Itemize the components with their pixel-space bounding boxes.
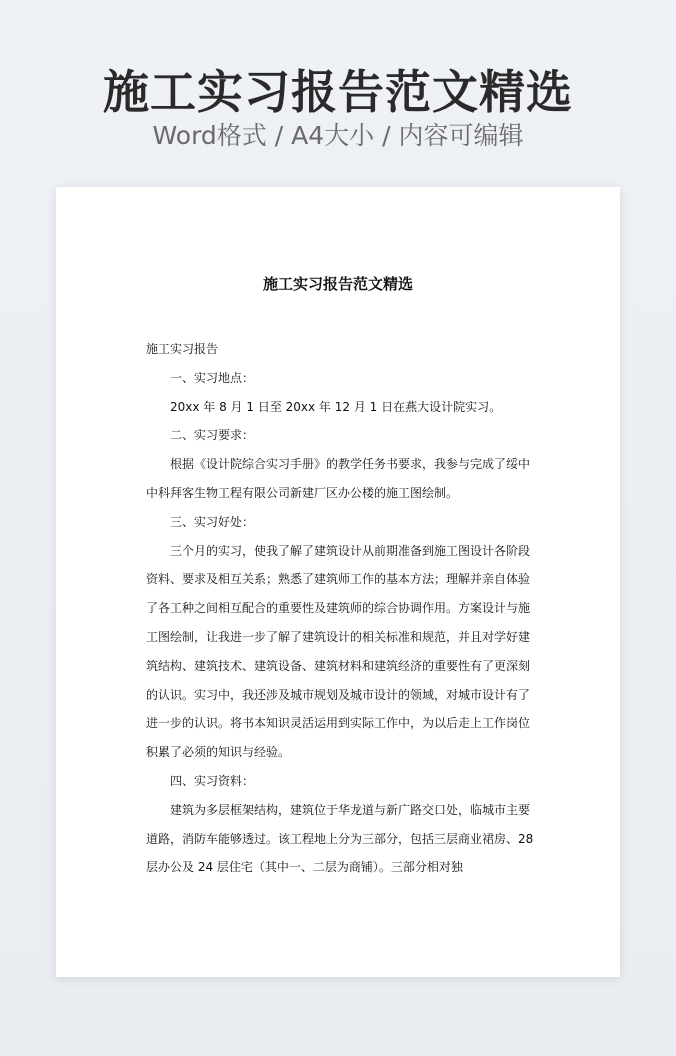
section-text-location: 20xx 年 8 月 1 日至 20xx 年 12 月 1 日在燕大设计院实习。 — [170, 399, 502, 414]
section-text-materials: 建筑为多层框架结构，建筑位于华龙道与新广路交口处，临城市主要道路，消防车能够透过。该工程地上分为三部分，包括三层商业裙房、28 层办公及 24 层住宅（其中一、二层为商铺）。三部分相对独 — [146, 802, 534, 875]
section-heading-benefits: 三、实习好处： — [170, 514, 255, 529]
section-text-requirements: 根据《设计院综合实习手册》的教学任务书要求，我参与完成了绥中中科拜客生物工程有限公司新建厂区办公楼的施工图绘制。 — [146, 457, 531, 500]
section-heading-requirements: 二、实习要求： — [170, 428, 255, 443]
document-page — [56, 187, 620, 977]
document-title: 施工实习报告范文精选 — [262, 275, 413, 293]
section-heading-materials: 四、实习资料： — [170, 773, 255, 788]
document-body — [146, 335, 536, 882]
banner-subtitle: Word格式 / A4大小 / 内容可编辑 — [152, 121, 524, 150]
section-heading-location: 一、实习地点： — [170, 370, 255, 385]
section-text-benefits: 三个月的实习，使我了解了建筑设计从前期准备到施工图设计各阶段资料、要求及相互关系；熟悉了建筑师工作的基本方法；理解并亲自体验了各工种之间相互配合的重要性及建筑师的综合协调作用。方案设计与施工图绘制，让我进一步了解了建筑设计的相关标准和规范，并且对学好建筑结构、建筑技术、建筑设备、建筑材料和建筑经济的重要性有了更深刻的认识。实习中，我还涉及城市规划及城市设计的领域，对城市设计有了进一步的认识。将书本知识灵活运用到实际工作中，为以后走上工作岗位积累了必须的知识与经验。 — [146, 543, 531, 760]
banner-title: 施工实习报告范文精选 — [103, 65, 573, 119]
document-heading: 施工实习报告 — [146, 342, 219, 356]
